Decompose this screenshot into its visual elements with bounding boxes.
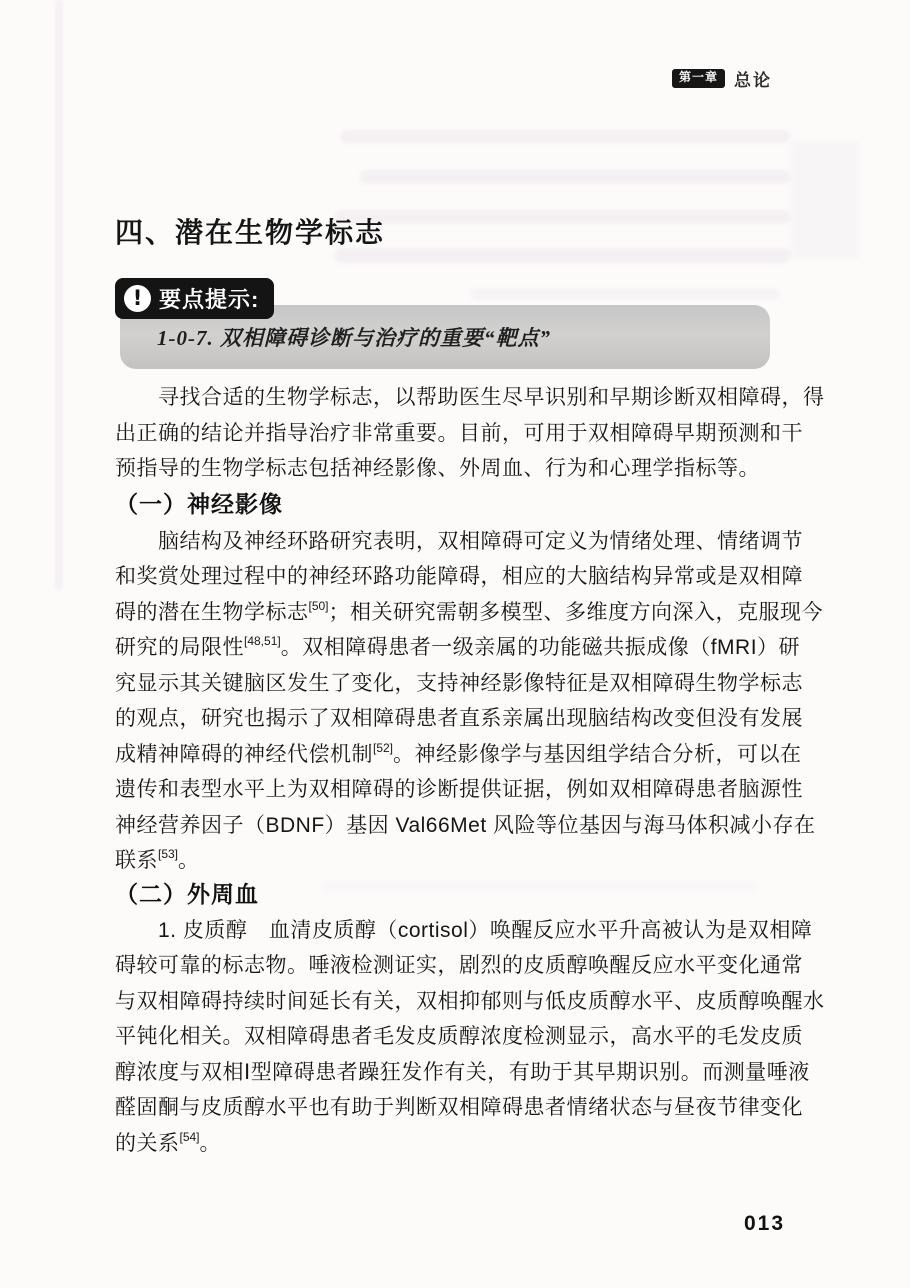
bleedthrough-artifact [340,130,790,143]
paragraph-neuroimaging [115,524,824,879]
exclamation-icon: ! [124,285,151,312]
text-line: 醛固酮与皮质醇水平也有助于判断双相障碍患者情绪状态与昼夜节律变化 [115,1096,803,1119]
text-line: 与双相障碍持续时间延长有关，双相抑郁则与低皮质醇水平、皮质醇唤醒水 [115,989,825,1013]
text-line: 联系[53]。 [115,847,200,872]
text-line: 研究的局限性[48,51]。双相障碍患者一级亲属的功能磁共振成像（fMRI）研 [115,634,801,659]
callout-body-text: 1-0-7. 双相障碍诊断与治疗的重要“靶点” [157,326,551,350]
callout-badge-label: 要点提示: [159,287,260,312]
paragraph-cortisol [115,913,825,1162]
text-line: 平钝化相关。双相障碍患者毛发皮质醇浓度检测显示，高水平的毛发皮质 [115,1025,803,1048]
text-line: 碍的潜在生物学标志[50]；相关研究需朝多模型、多维度方向深入，克服现今 [115,598,824,624]
text-line: 神经营养因子（BDNF）基因 Val66Met 风险等位基因与海马体积减小存在 [115,813,816,837]
key-points-callout [115,278,770,370]
chapter-title: 总论 [734,71,773,90]
page-number: 013 [744,1212,786,1235]
text-line: 出正确的结论并指导治疗非常重要。目前，可用于双相障碍早期预测和干 [115,421,803,445]
text-line: 的关系[54]。 [115,1129,222,1155]
text-line: 遗传和表型水平上为双相障碍的诊断提供证据，例如双相障碍患者脑源性 [115,778,803,801]
text-line: 1. 皮质醇 血清皮质醇（cortisol）唤醒反应水平升高被认为是双相障 [115,918,813,942]
chapter-badge: 第一章 [672,69,725,87]
text-line: 成精神障碍的神经代偿机制[52]。神经影像学与基因组学结合分析，可以在 [115,740,802,766]
callout-badge [115,278,274,319]
text-line: 的观点，研究也揭示了双相障碍患者直系亲属出现脑结构改变但没有发展 [115,707,803,730]
page-header [672,66,772,91]
text-line: 究显示其关键脑区发生了变化，支持神经影像特征是双相障碍生物学标志 [115,671,803,695]
text-line: 寻找合适的生物学标志，以帮助医生尽早识别和早期诊断双相障碍，得 [115,386,825,409]
paragraph-intro [115,380,825,487]
subheading-neuroimaging: （一）神经影像 [115,490,283,517]
text-line: 醇浓度与双相Ⅰ型障碍患者躁狂发作有关，有助于其早期识别。而测量唾液 [115,1060,810,1084]
section-heading: 四、潜在生物学标志 [115,217,386,249]
bleedthrough-artifact [335,210,790,224]
text-line: 预指导的生物学标志包括神经影像、外周血、行为和心理学指标等。 [115,457,760,480]
body-text [115,380,825,1161]
bleedthrough-artifact [335,248,790,263]
bleedthrough-artifact [360,170,790,184]
text-line: 和奖赏处理过程中的神经环路功能障碍，相应的大脑结构异常或是双相障 [115,565,803,588]
bleedthrough-artifact [790,140,860,260]
text-line: 脑结构及神经环路研究表明，双相障碍可定义为情绪处理、情绪调节 [115,529,803,553]
text-line: 碍较可靠的标志物。唾液检测证实，剧烈的皮质醇唤醒反应水平变化通常 [115,954,803,977]
subheading-peripheral-blood: （二）外周血 [115,880,259,907]
scan-artifact-line [55,0,63,590]
